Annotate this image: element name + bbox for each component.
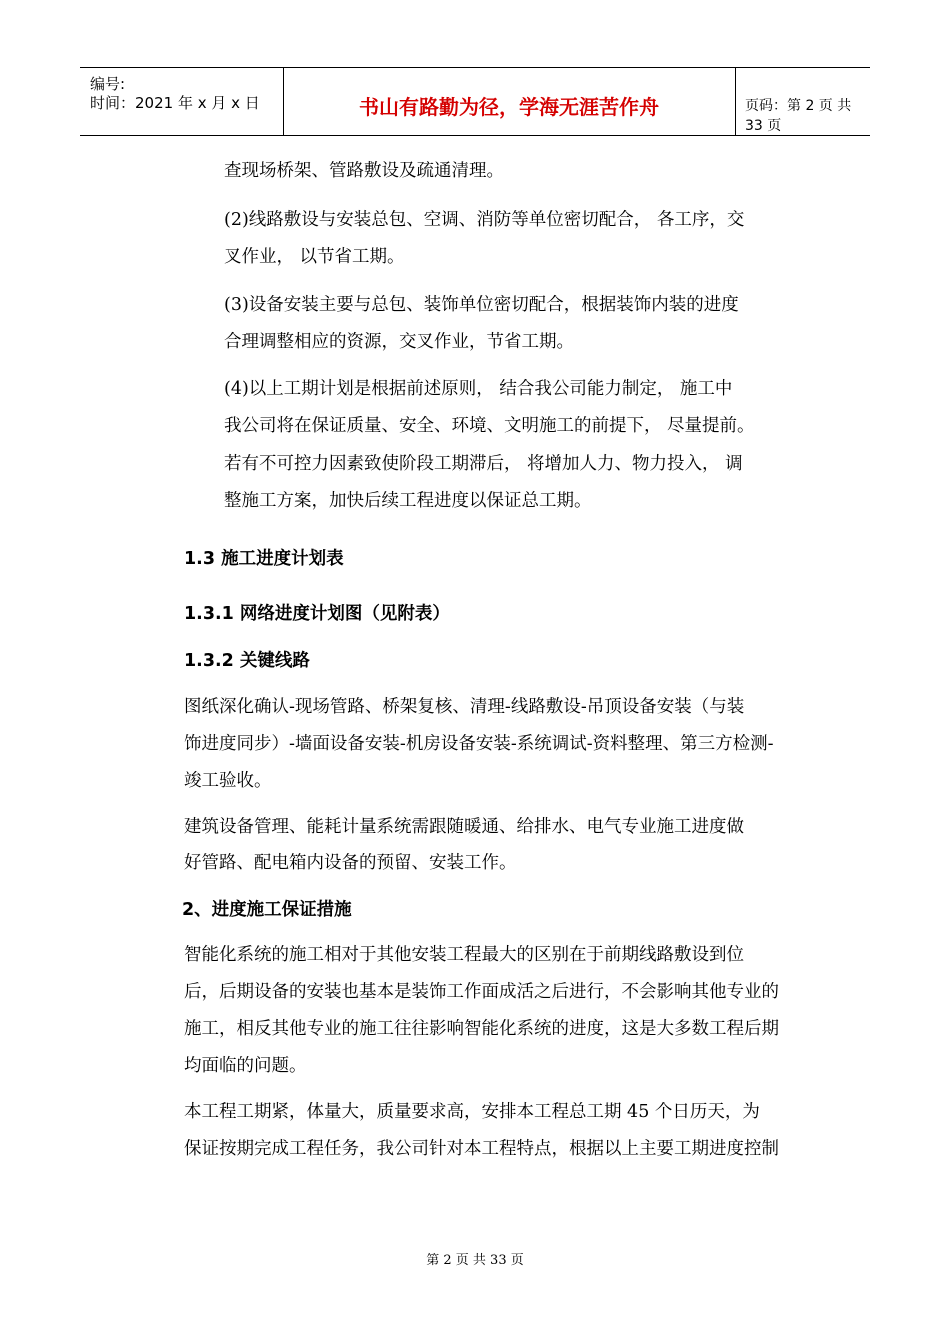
motto: 书山有路勤为径，学海无涯苦作舟 <box>359 95 659 119</box>
paragraph-line: 图纸深化确认-现场管路、桥架复核、清理-线路敷设-吊顶设备安装（与装 <box>184 697 745 717</box>
paragraph-line: 查现场桥架、管路敷设及疏通清理。 <box>224 161 504 181</box>
header-page-info: 页码：第 2 页 共 33 页 <box>745 98 852 134</box>
paragraph-line: (2)线路敷设与安装总包、空调、消防等单位密切配合， 各工序，交 <box>224 210 745 230</box>
paragraph-line: 智能化系统的施工相对于其他安装工程最大的区别在于前期线路敷设到位 <box>184 945 744 965</box>
header-meta-cell <box>80 68 284 135</box>
paragraph-line: 好管路、配电箱内设备的预留、安装工作。 <box>184 853 517 873</box>
date-label: 时间：2021 年 x 月 x 日 <box>90 94 260 112</box>
paragraph-line: 若有不可控力因素致使阶段工期滞后， 将增加人力、物力投入， 调 <box>224 454 743 474</box>
header-motto-cell <box>283 68 736 135</box>
paragraph-line: 保证按期完成工程任务，我公司针对本工程特点，根据以上主要工期进度控制 <box>184 1139 779 1159</box>
paragraph-line: 施工，相反其他专业的施工往往影响智能化系统的进度，这是大多数工程后期 <box>184 1019 779 1039</box>
page-footer: 第 2 页 共 33 页 <box>426 1253 524 1268</box>
paragraph-line: (3)设备安装主要与总包、装饰单位密切配合，根据装饰内装的进度 <box>224 295 739 315</box>
paragraph-line: 竣工验收。 <box>184 771 272 791</box>
paragraph-line: 叉作业， 以节省工期。 <box>224 247 405 267</box>
section-heading: 1.3.2 关键线路 <box>184 651 310 671</box>
page-header <box>80 67 870 136</box>
section-heading: 1.3 施工进度计划表 <box>184 549 344 569</box>
paragraph-line: 整施工方案，加快后续工程进度以保证总工期。 <box>224 491 592 511</box>
section-heading: 1.3.1 网络进度计划图（见附表） <box>184 604 450 624</box>
paragraph-line: 饰进度同步）-墙面设备安装-机房设备安装-系统调试-资料整理、第三方检测- <box>184 734 774 754</box>
paragraph-line: 均面临的问题。 <box>184 1056 307 1076</box>
serial-number-label: 编号: <box>90 75 126 93</box>
paragraph-line: 合理调整相应的资源，交叉作业，节省工期。 <box>224 332 574 352</box>
section-heading: 2、进度施工保证措施 <box>182 900 352 920</box>
paragraph-line: 建筑设备管理、能耗计量系统需跟随暖通、给排水、电气专业施工进度做 <box>184 817 744 837</box>
paragraph-line: (4)以上工期计划是根据前述原则， 结合我公司能力制定， 施工中 <box>224 379 733 399</box>
paragraph-line: 后，后期设备的安装也基本是装饰工作面成活之后进行，不会影响其他专业的 <box>184 982 779 1002</box>
header-page-cell <box>735 68 870 135</box>
paragraph-line: 本工程工期紧，体量大，质量要求高，安排本工程总工期 45 个日历天，为 <box>184 1102 760 1122</box>
paragraph-line: 我公司将在保证质量、安全、环境、文明施工的前提下， 尽量提前。 <box>224 416 755 436</box>
